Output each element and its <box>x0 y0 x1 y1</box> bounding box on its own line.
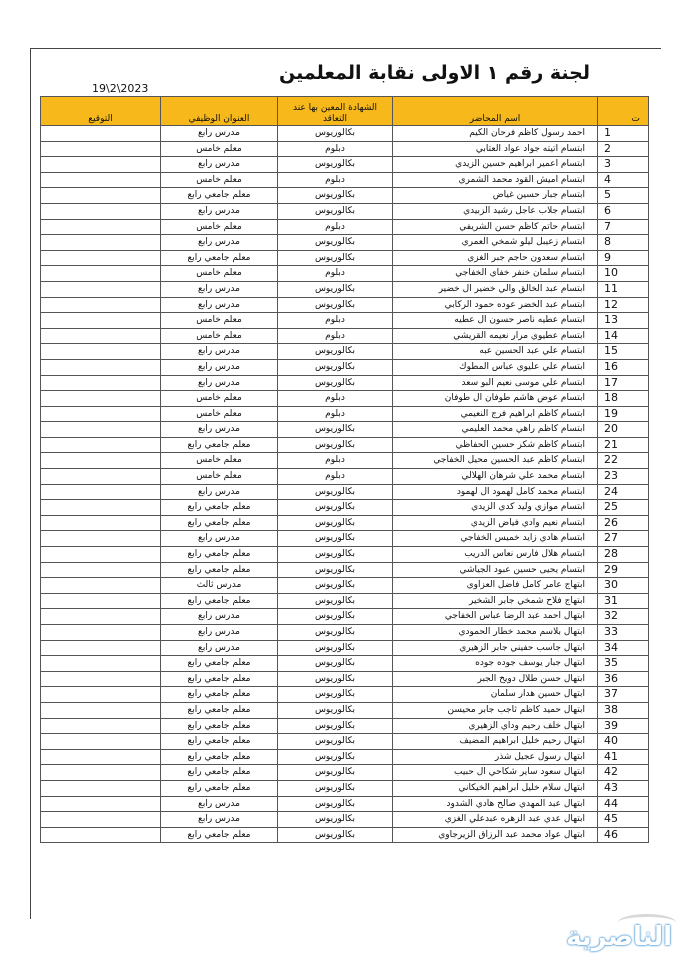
cell-name: ابتسام زعيبل ليلو شمخي العمري <box>393 235 598 251</box>
table-row <box>41 734 649 750</box>
cell-no: 42 <box>598 765 649 781</box>
table-row <box>41 157 649 173</box>
cell-no: 21 <box>598 437 649 453</box>
cell-signature <box>41 281 161 297</box>
cell-name: ابتسام يحيى حسين عبود الجياشي <box>393 562 598 578</box>
table-row <box>41 671 649 687</box>
cell-title: معلم خامس <box>161 469 278 485</box>
cell-no: 13 <box>598 313 649 329</box>
cell-name: ابتسام جبار حسين غياض <box>393 188 598 204</box>
cell-degree: بكالوريوس <box>278 422 393 438</box>
cell-signature <box>41 827 161 843</box>
cell-signature <box>41 391 161 407</box>
cell-name: ابتهال حسن طلال دويخ الجبر <box>393 671 598 687</box>
cell-no: 28 <box>598 547 649 563</box>
cell-signature <box>41 422 161 438</box>
cell-no: 2 <box>598 141 649 157</box>
cell-degree: دبلوم <box>278 469 393 485</box>
cell-name: ابتسام نعيم وادي فياض الزيدي <box>393 515 598 531</box>
cell-title: مدرس رابع <box>161 235 278 251</box>
cell-signature <box>41 671 161 687</box>
cell-degree: دبلوم <box>278 313 393 329</box>
cell-no: 12 <box>598 297 649 313</box>
cell-name: ابتسام جلاب عاجل رشيد الزبيدي <box>393 203 598 219</box>
cell-no: 16 <box>598 359 649 375</box>
cell-degree: بكالوريوس <box>278 547 393 563</box>
cell-no: 45 <box>598 812 649 828</box>
cell-name: ابتسام حاتم كاظم حسن الشريفي <box>393 219 598 235</box>
table-row <box>41 375 649 391</box>
cell-title: معلم جامعي رابع <box>161 671 278 687</box>
cell-signature <box>41 313 161 329</box>
cell-name: ابتسام هلال فارس نعاس الدريب <box>393 547 598 563</box>
cell-degree: دبلوم <box>278 141 393 157</box>
cell-no: 43 <box>598 780 649 796</box>
cell-title: معلم جامعي رابع <box>161 515 278 531</box>
cell-no: 24 <box>598 484 649 500</box>
cell-title: معلم جامعي رابع <box>161 827 278 843</box>
cell-degree: بكالوريوس <box>278 765 393 781</box>
cell-title: معلم جامعي رابع <box>161 702 278 718</box>
cell-title: مدرس رابع <box>161 203 278 219</box>
roster-table <box>40 96 649 843</box>
cell-signature <box>41 531 161 547</box>
cell-title: معلم جامعي رابع <box>161 437 278 453</box>
cell-degree: دبلوم <box>278 172 393 188</box>
table-row <box>41 203 649 219</box>
table-row <box>41 827 649 843</box>
cell-name: ابتهال رحيم خليل ابراهيم المضيف <box>393 734 598 750</box>
cell-no: 20 <box>598 422 649 438</box>
column-header-no: ت <box>598 97 649 126</box>
table-row <box>41 219 649 235</box>
cell-signature <box>41 126 161 142</box>
cell-degree: بكالوريوس <box>278 827 393 843</box>
cell-name: ابتسام هادي زايد خميس الخفاجي <box>393 531 598 547</box>
cell-signature <box>41 266 161 282</box>
cell-signature <box>41 297 161 313</box>
cell-no: 39 <box>598 718 649 734</box>
table-row <box>41 609 649 625</box>
cell-degree: بكالوريوس <box>278 344 393 360</box>
cell-title: معلم جامعي رابع <box>161 734 278 750</box>
cell-signature <box>41 250 161 266</box>
table-row <box>41 796 649 812</box>
column-header-name: اسم المحاضر <box>393 97 598 126</box>
cell-degree: بكالوريوس <box>278 640 393 656</box>
table-row <box>41 359 649 375</box>
table-row <box>41 531 649 547</box>
cell-degree: بكالوريوس <box>278 780 393 796</box>
table-row <box>41 702 649 718</box>
table-row <box>41 687 649 703</box>
cell-title: معلم جامعي رابع <box>161 718 278 734</box>
table-row <box>41 562 649 578</box>
table-row <box>41 235 649 251</box>
cell-signature <box>41 812 161 828</box>
cell-signature <box>41 141 161 157</box>
cell-signature <box>41 203 161 219</box>
cell-title: معلم جامعي رابع <box>161 780 278 796</box>
cell-name: ابتهال جبار يوسف جوده جوده <box>393 656 598 672</box>
cell-name: ابتسام امیش القود محمد الشمري <box>393 172 598 188</box>
cell-name: ابتسام عطيه ناصر حسون ال عطيه <box>393 313 598 329</box>
cell-degree: بكالوريوس <box>278 671 393 687</box>
cell-name: ابتهال احمد عبد الرضا عباس الخفاجي <box>393 609 598 625</box>
table-row <box>41 625 649 641</box>
cell-degree: بكالوريوس <box>278 749 393 765</box>
cell-signature <box>41 515 161 531</box>
table-row <box>41 297 649 313</box>
table-row <box>41 578 649 594</box>
cell-signature <box>41 547 161 563</box>
cell-degree: بكالوريوس <box>278 484 393 500</box>
cell-signature <box>41 640 161 656</box>
cell-signature <box>41 172 161 188</box>
cell-no: 25 <box>598 500 649 516</box>
cell-signature <box>41 453 161 469</box>
cell-signature <box>41 469 161 485</box>
cell-signature <box>41 780 161 796</box>
table-row <box>41 453 649 469</box>
cell-signature <box>41 219 161 235</box>
cell-degree: بكالوريوس <box>278 812 393 828</box>
cell-title: مدرس رابع <box>161 375 278 391</box>
table-row <box>41 250 649 266</box>
cell-title: معلم خامس <box>161 406 278 422</box>
cell-signature <box>41 687 161 703</box>
cell-degree: بكالوريوس <box>278 297 393 313</box>
cell-title: معلم خامس <box>161 453 278 469</box>
document-date: 19\2\2023 <box>92 82 149 95</box>
table-row <box>41 437 649 453</box>
cell-signature <box>41 437 161 453</box>
table-row <box>41 515 649 531</box>
cell-signature <box>41 765 161 781</box>
cell-name: ابتسام علي موسى نعيم البو سعد <box>393 375 598 391</box>
cell-no: 3 <box>598 157 649 173</box>
cell-signature <box>41 749 161 765</box>
cell-no: 14 <box>598 328 649 344</box>
cell-title: مدرس رابع <box>161 297 278 313</box>
table-row <box>41 344 649 360</box>
cell-name: ابتسام عطيوي مرار نعيمه القريشي <box>393 328 598 344</box>
cell-degree: بكالوريوس <box>278 203 393 219</box>
cell-no: 18 <box>598 391 649 407</box>
cell-degree: بكالوريوس <box>278 250 393 266</box>
cell-name: ابتهال جاسب حفيني جابر الزهيري <box>393 640 598 656</box>
cell-signature <box>41 718 161 734</box>
cell-degree: بكالوريوس <box>278 687 393 703</box>
cell-name: ابتسام كاظم راهي محمد العليمي <box>393 422 598 438</box>
roster-body <box>41 126 649 843</box>
cell-title: معلم جامعي رابع <box>161 593 278 609</box>
table-row <box>41 422 649 438</box>
table-row <box>41 749 649 765</box>
cell-degree: بكالوريوس <box>278 281 393 297</box>
cell-name: احمد رسول كاظم فرحان الكيم <box>393 126 598 142</box>
cell-name: ابتسام محمد كامل لهمود ال لهمود <box>393 484 598 500</box>
cell-name: ابتهال عدي عبد الزهره عبدعلي الغزي <box>393 812 598 828</box>
cell-degree: دبلوم <box>278 406 393 422</box>
cell-title: مدرس رابع <box>161 281 278 297</box>
cell-degree: بكالوريوس <box>278 437 393 453</box>
cell-name: ابتسام سلمان خنفر خفاي الخفاجي <box>393 266 598 282</box>
cell-degree: بكالوريوس <box>278 500 393 516</box>
cell-signature <box>41 484 161 500</box>
cell-name: ابتسام علي عليوي عباس المطوك <box>393 359 598 375</box>
cell-signature <box>41 562 161 578</box>
cell-title: مدرس رابع <box>161 359 278 375</box>
cell-title: معلم خامس <box>161 141 278 157</box>
cell-title: مدرس رابع <box>161 531 278 547</box>
cell-title: مدرس رابع <box>161 422 278 438</box>
table-row <box>41 547 649 563</box>
cell-no: 9 <box>598 250 649 266</box>
cell-no: 34 <box>598 640 649 656</box>
column-header-degree: الشهادة المعين بها عند التعاقد <box>278 97 393 126</box>
cell-name: ابتهال عواد محمد عبد الرزاق الزيرجاوي <box>393 827 598 843</box>
table-row <box>41 141 649 157</box>
table-row <box>41 281 649 297</box>
table-row <box>41 593 649 609</box>
cell-title: مدرس رابع <box>161 796 278 812</box>
cell-title: مدرس رابع <box>161 344 278 360</box>
column-header-signature: التوقيع <box>41 97 161 126</box>
cell-signature <box>41 344 161 360</box>
cell-no: 38 <box>598 702 649 718</box>
cell-title: مدرس رابع <box>161 157 278 173</box>
cell-no: 33 <box>598 625 649 641</box>
cell-title: معلم خامس <box>161 328 278 344</box>
table-row <box>41 328 649 344</box>
cell-no: 1 <box>598 126 649 142</box>
cell-no: 44 <box>598 796 649 812</box>
cell-title: معلم جامعي رابع <box>161 562 278 578</box>
cell-title: معلم جامعي رابع <box>161 749 278 765</box>
table-row <box>41 484 649 500</box>
cell-name: ابتهال سلام خليل ابراهيم الخيكاني <box>393 780 598 796</box>
cell-signature <box>41 796 161 812</box>
cell-degree: بكالوريوس <box>278 531 393 547</box>
cell-no: 37 <box>598 687 649 703</box>
cell-name: ابتهال عبد المهدي صالح هادي الشدود <box>393 796 598 812</box>
cell-name: ابتسام كاظم عبد الحسين محيل الخفاجي <box>393 453 598 469</box>
cell-signature <box>41 578 161 594</box>
cell-title: معلم جامعي رابع <box>161 547 278 563</box>
cell-title: معلم جامعي رابع <box>161 656 278 672</box>
cell-name: ابتهال سعود ساير شكاحي ال حبيب <box>393 765 598 781</box>
cell-degree: دبلوم <box>278 453 393 469</box>
cell-no: 40 <box>598 734 649 750</box>
cell-title: معلم جامعي رابع <box>161 250 278 266</box>
cell-degree: بكالوريوس <box>278 702 393 718</box>
cell-no: 17 <box>598 375 649 391</box>
cell-degree: بكالوريوس <box>278 796 393 812</box>
table-row <box>41 172 649 188</box>
table-row <box>41 500 649 516</box>
table-row <box>41 812 649 828</box>
cell-name: ابتهال بلاسم محمد خطار الحمودي <box>393 625 598 641</box>
cell-signature <box>41 625 161 641</box>
cell-no: 11 <box>598 281 649 297</box>
cell-degree: بكالوريوس <box>278 578 393 594</box>
cell-no: 19 <box>598 406 649 422</box>
cell-title: معلم جامعي رابع <box>161 188 278 204</box>
cell-signature <box>41 593 161 609</box>
cell-title: مدرس رابع <box>161 640 278 656</box>
cell-degree: بكالوريوس <box>278 656 393 672</box>
cell-name: ابتسام موازي وليد كدي الزيدي <box>393 500 598 516</box>
cell-signature <box>41 375 161 391</box>
cell-title: مدرس رابع <box>161 625 278 641</box>
cell-no: 36 <box>598 671 649 687</box>
cell-no: 31 <box>598 593 649 609</box>
cell-no: 46 <box>598 827 649 843</box>
cell-degree: بكالوريوس <box>278 609 393 625</box>
cell-name: ابتسام عبد الخضر عوده حمود الركابي <box>393 297 598 313</box>
cell-no: 30 <box>598 578 649 594</box>
cell-degree: بكالوريوس <box>278 515 393 531</box>
cell-no: 15 <box>598 344 649 360</box>
cell-no: 5 <box>598 188 649 204</box>
cell-title: معلم خامس <box>161 313 278 329</box>
cell-title: معلم جامعي رابع <box>161 500 278 516</box>
cell-degree: دبلوم <box>278 391 393 407</box>
cell-degree: بكالوريوس <box>278 235 393 251</box>
page-title: لجنة رقم ١ الاولى نقابة المعلمين <box>279 62 590 84</box>
cell-no: 8 <box>598 235 649 251</box>
cell-name: ابتسام عبد الخالق والي خضير ال خضير <box>393 281 598 297</box>
table-row <box>41 640 649 656</box>
cell-degree: دبلوم <box>278 266 393 282</box>
cell-signature <box>41 157 161 173</box>
cell-title: معلم جامعي رابع <box>161 765 278 781</box>
cell-name: ابتهال حسين هدار سلمان <box>393 687 598 703</box>
cell-degree: بكالوريوس <box>278 562 393 578</box>
cell-title: مدرس رابع <box>161 812 278 828</box>
watermark-logo <box>548 914 678 954</box>
table-row <box>41 313 649 329</box>
cell-no: 27 <box>598 531 649 547</box>
table-row <box>41 780 649 796</box>
cell-title: معلم خامس <box>161 219 278 235</box>
column-header-title: العنوان الوظيفي <box>161 97 278 126</box>
cell-name: ابتهاج فلاح شمخي جابر الشخير <box>393 593 598 609</box>
cell-title: معلم جامعي رابع <box>161 687 278 703</box>
cell-no: 6 <box>598 203 649 219</box>
cell-signature <box>41 359 161 375</box>
cell-title: معلم خامس <box>161 172 278 188</box>
cell-degree: بكالوريوس <box>278 188 393 204</box>
cell-signature <box>41 656 161 672</box>
table-row <box>41 391 649 407</box>
cell-name: ابتسام علي عبد الحسين عبه <box>393 344 598 360</box>
cell-name: ابتسام كاظم ابراهيم فرج النعيمي <box>393 406 598 422</box>
cell-title: مدرس رابع <box>161 484 278 500</box>
table-row <box>41 765 649 781</box>
table-row <box>41 406 649 422</box>
cell-degree: بكالوريوس <box>278 734 393 750</box>
cell-degree: بكالوريوس <box>278 375 393 391</box>
cell-signature <box>41 609 161 625</box>
cell-title: مدرس رابع <box>161 609 278 625</box>
cell-signature <box>41 702 161 718</box>
cell-no: 23 <box>598 469 649 485</box>
cell-no: 4 <box>598 172 649 188</box>
cell-signature <box>41 328 161 344</box>
cell-no: 29 <box>598 562 649 578</box>
cell-degree: دبلوم <box>278 219 393 235</box>
cell-title: مدرس ثالث <box>161 578 278 594</box>
cell-name: ابتسام محمد علي شرهان الهلالي <box>393 469 598 485</box>
cell-degree: بكالوريوس <box>278 593 393 609</box>
cell-name: ابتسام سعدون حاجم جبر الغزي <box>393 250 598 266</box>
table-row <box>41 266 649 282</box>
cell-no: 35 <box>598 656 649 672</box>
cell-degree: بكالوريوس <box>278 625 393 641</box>
cell-no: 22 <box>598 453 649 469</box>
cell-no: 7 <box>598 219 649 235</box>
cell-name: ابتسام كاظم شكر حسين الحفاظي <box>393 437 598 453</box>
cell-degree: بكالوريوس <box>278 126 393 142</box>
table-row <box>41 126 649 142</box>
cell-name: ابتهاج عامر كامل فاضل العزاوي <box>393 578 598 594</box>
cell-name: ابتسام عوض هاشم طوفان ال طوفان <box>393 391 598 407</box>
cell-name: ابتسام اتيته جواد عواد العتابي <box>393 141 598 157</box>
cell-signature <box>41 406 161 422</box>
cell-no: 41 <box>598 749 649 765</box>
table-header-row <box>41 97 649 126</box>
cell-signature <box>41 500 161 516</box>
cell-degree: بكالوريوس <box>278 157 393 173</box>
cell-degree: بكالوريوس <box>278 718 393 734</box>
table-row <box>41 656 649 672</box>
cell-signature <box>41 734 161 750</box>
cell-name: ابتهال رسول عجيل شذر <box>393 749 598 765</box>
cell-no: 10 <box>598 266 649 282</box>
cell-name: ابتسام اعمير ابراهيم حسين الزيدي <box>393 157 598 173</box>
cell-no: 26 <box>598 515 649 531</box>
table-row <box>41 188 649 204</box>
cell-signature <box>41 235 161 251</box>
cell-title: مدرس رابع <box>161 126 278 142</box>
cell-name: ابتهال خلف رحيم وداي الزهيري <box>393 718 598 734</box>
table-row <box>41 469 649 485</box>
logo-text: الناصرية <box>566 922 672 952</box>
cell-degree: دبلوم <box>278 328 393 344</box>
cell-title: معلم خامس <box>161 391 278 407</box>
cell-no: 32 <box>598 609 649 625</box>
cell-degree: بكالوريوس <box>278 359 393 375</box>
cell-name: ابتهال حميد كاظم ثاجب جابر محيسن <box>393 702 598 718</box>
table-row <box>41 718 649 734</box>
cell-title: معلم خامس <box>161 266 278 282</box>
cell-signature <box>41 188 161 204</box>
